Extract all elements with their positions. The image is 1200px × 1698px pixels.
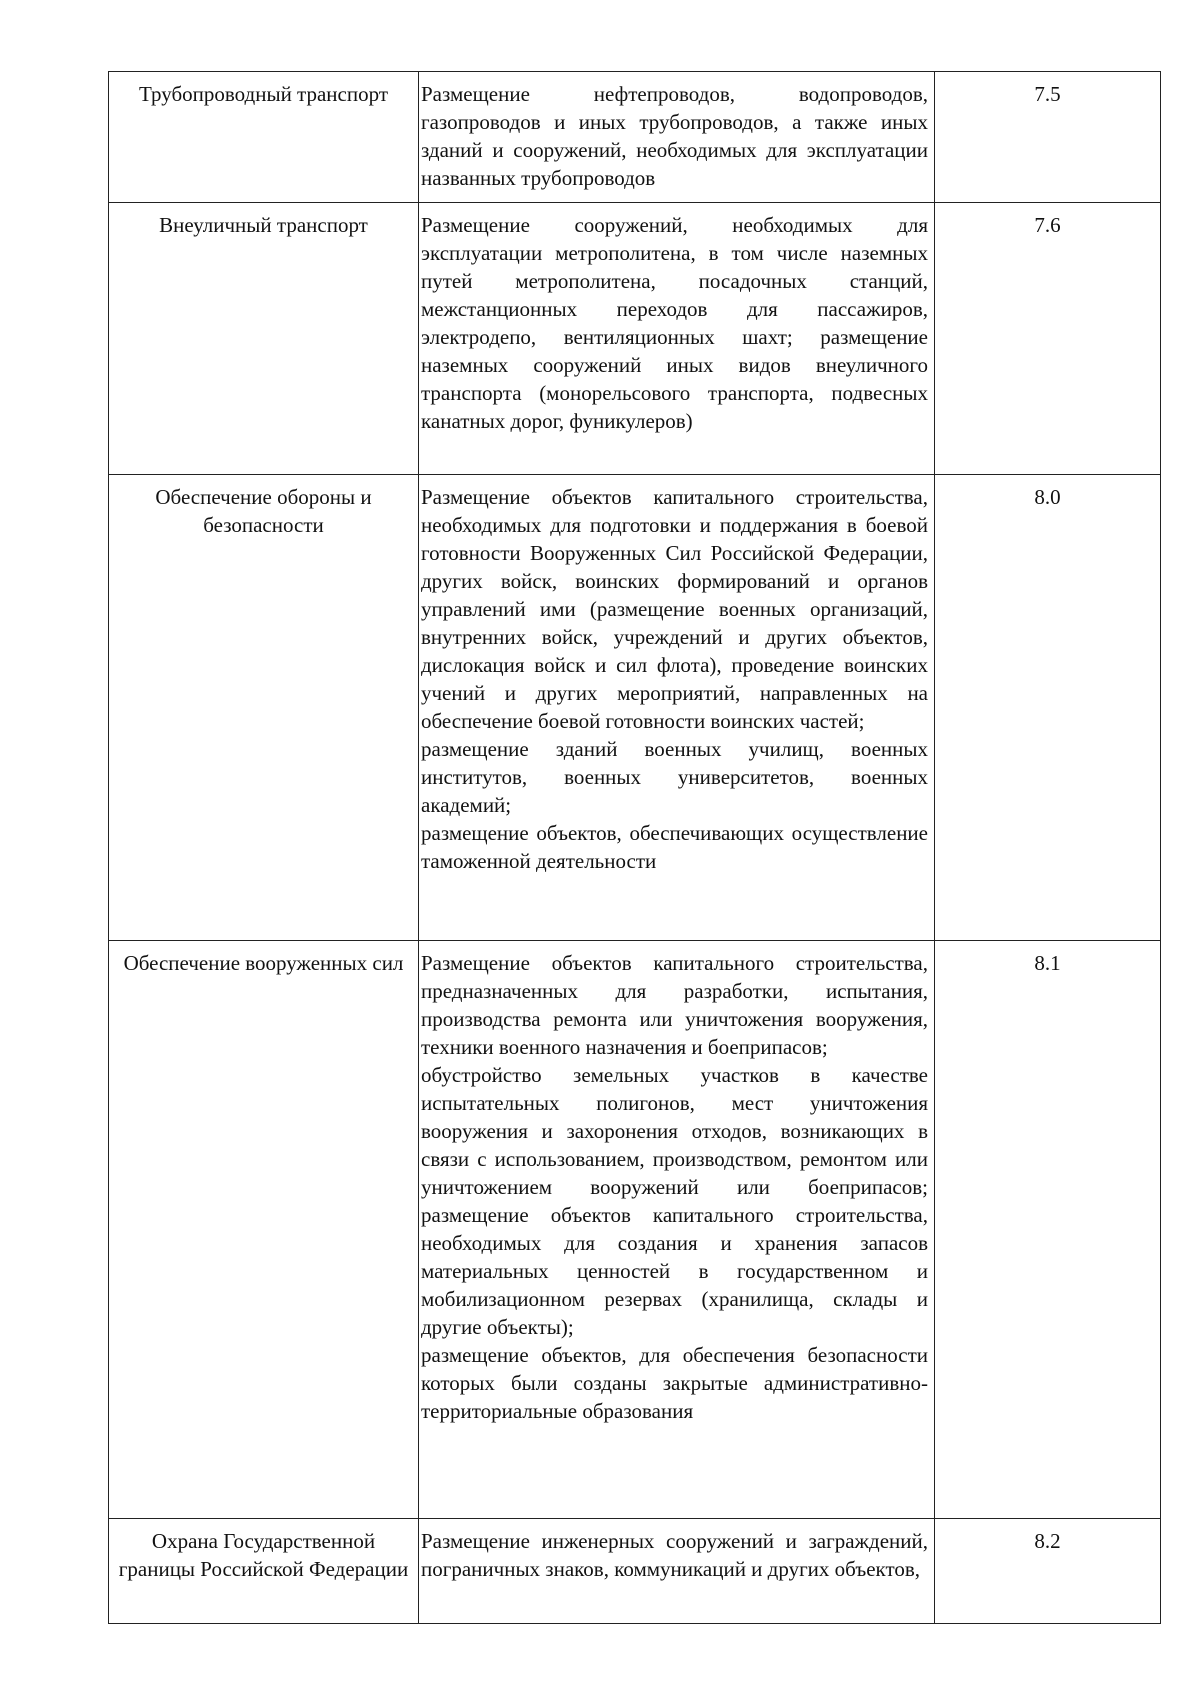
use-code: 8.0 xyxy=(1034,485,1061,509)
use-type-name-cell xyxy=(109,203,419,475)
use-description-cell xyxy=(419,72,935,203)
use-code: 8.2 xyxy=(1034,1529,1061,1553)
table-row xyxy=(109,1519,1161,1624)
use-type-name-cell xyxy=(109,1519,419,1624)
use-description-cell xyxy=(419,1519,935,1624)
use-description-cell xyxy=(419,203,935,475)
use-code: 8.1 xyxy=(1034,951,1061,975)
use-type-name-cell xyxy=(109,475,419,941)
use-code-cell xyxy=(935,72,1161,203)
use-type-name: Охрана Государственной границы Российской Федерации xyxy=(118,1529,409,1581)
table-row xyxy=(109,475,1161,941)
description-paragraph: Размещение объектов капитального строительства, предназначенных для разработки, испытания, производства ремонта или уничтожения вооружения, техники военного назначения и боеприпасов; xyxy=(421,951,928,1059)
use-code: 7.6 xyxy=(1034,213,1061,237)
use-code-cell xyxy=(935,1519,1161,1624)
use-type-name: Обеспечение обороны и безопасности xyxy=(155,485,372,537)
table-row xyxy=(109,72,1161,203)
land-use-table xyxy=(108,71,1161,1624)
use-code-cell xyxy=(935,475,1161,941)
use-description-cell xyxy=(419,941,935,1519)
use-description-cell xyxy=(419,475,935,941)
use-type-name-cell xyxy=(109,72,419,203)
description-paragraph: размещение объектов, для обеспечения безопасности которых были созданы закрытые административно-территориальные образования xyxy=(421,1343,928,1423)
use-type-name: Внеуличный транспорт xyxy=(159,213,368,237)
description-paragraph: размещение объектов, обеспечивающих осуществление таможенной деятельности xyxy=(421,821,928,873)
document-page xyxy=(108,71,1160,1624)
use-code-cell xyxy=(935,941,1161,1519)
description-paragraph: Размещение сооружений, необходимых для эксплуатации метрополитена, в том числе наземных путей метрополитена, посадочных станций, межстанционных переходов для пассажиров, электродепо, вентиляционных шахт; размещение наземных сооружений иных видов внеуличного транспорта (монорельсового транспорта, подвесных канатных дорог, фуникулеров) xyxy=(421,213,928,433)
description-paragraph: размещение зданий военных училищ, военных институтов, военных университетов, военных академий; xyxy=(421,737,928,817)
description-paragraph: обустройство земельных участков в качестве испытательных полигонов, мест уничтожения вооружения и захоронения отходов, возникающих в связи с использованием, производством, ремонтом или уничтожением вооружений или боеприпасов; размещение объектов капитального строительства, необходимых для создания и хранения запасов материальных ценностей в государственном и мобилизационном резервах (хранилища, склады и другие объекты); xyxy=(421,1063,928,1339)
use-code: 7.5 xyxy=(1034,82,1061,106)
description-paragraph: Размещение объектов капитального строительства, необходимых для подготовки и поддержания в боевой готовности Вооруженных Сил Российской Федерации, других войск, воинских формирований и органов управлений ими (размещение военных организаций, внутренних войск, учреждений и других объектов, дислокация войск и сил флота), проведение воинских учений и других мероприятий, направленных на обеспечение боевой готовности воинских частей; xyxy=(421,485,928,733)
description-paragraph: Размещение инженерных сооружений и заграждений, пограничных знаков, коммуникаций и других объектов, xyxy=(421,1529,928,1581)
use-code-cell xyxy=(935,203,1161,475)
table-row xyxy=(109,941,1161,1519)
use-type-name: Обеспечение вооруженных сил xyxy=(123,951,404,975)
table-row xyxy=(109,203,1161,475)
use-type-name-cell xyxy=(109,941,419,1519)
description-paragraph: Размещение нефтепроводов, водопроводов, газопроводов и иных трубопроводов, а также иных зданий и сооружений, необходимых для эксплуатации названных трубопроводов xyxy=(421,82,928,190)
use-type-name: Трубопроводный транспорт xyxy=(138,82,389,106)
